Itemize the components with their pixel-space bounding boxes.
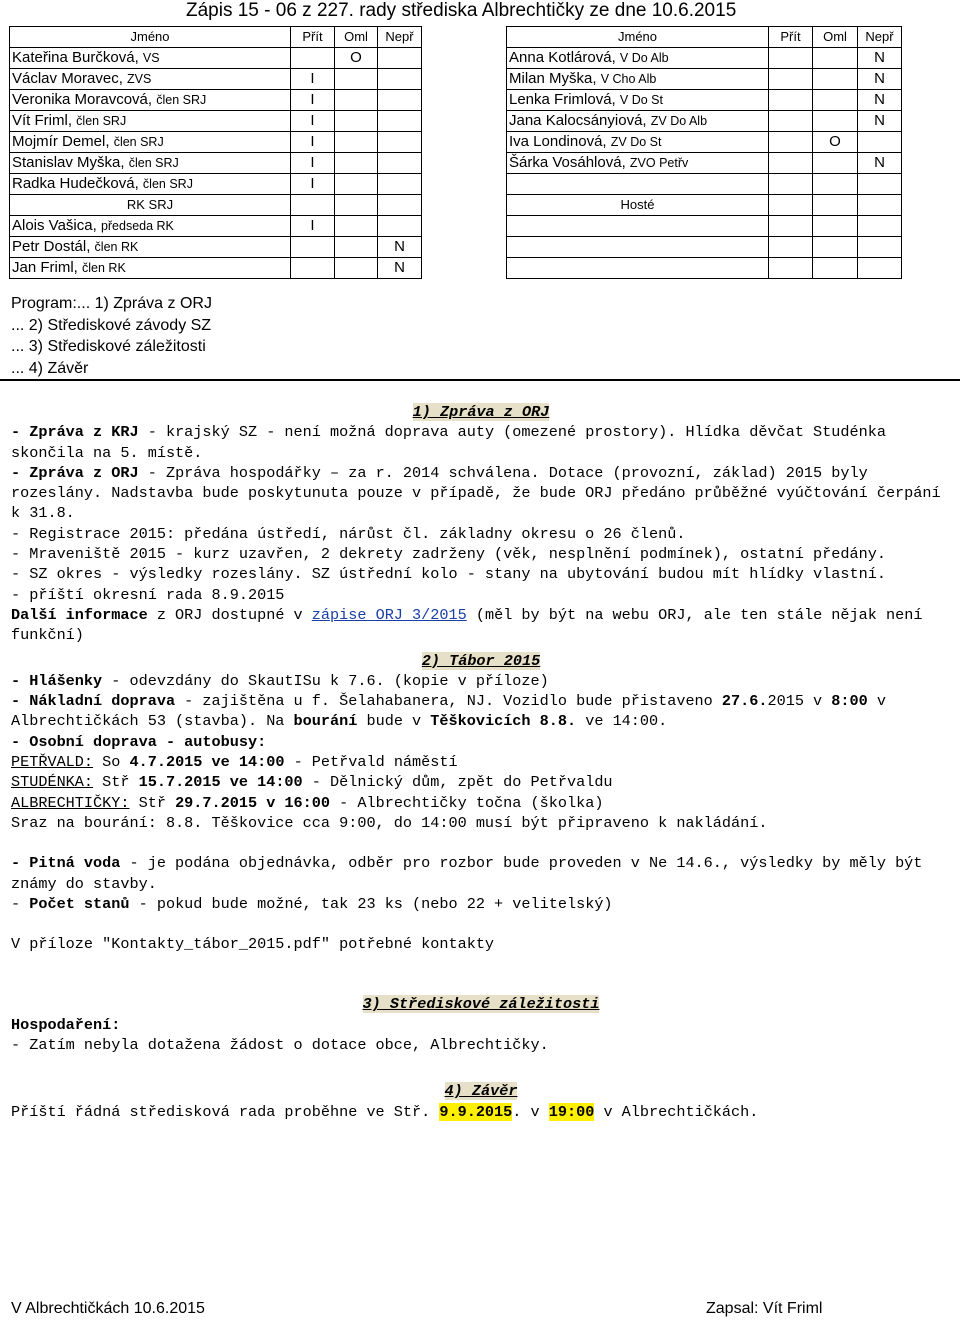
- present-mark: [291, 237, 335, 258]
- present-mark: [769, 90, 813, 111]
- program-item: ... 2) Střediskové závody SZ: [11, 316, 212, 334]
- bus-route: STUDÉNKA: Stř 15.7.2015 ve 14:00 - Dělnický dům, zpět do Petřvaldu: [11, 773, 613, 792]
- member-role: člen SRJ: [76, 114, 127, 128]
- empty-row: [507, 237, 902, 258]
- member-role: VS: [142, 51, 160, 65]
- present-mark: [291, 48, 335, 69]
- member-name: [507, 48, 769, 69]
- section-row: [10, 195, 422, 216]
- absent-mark: [378, 174, 422, 195]
- section-row: [507, 195, 902, 216]
- member-role: člen RK: [94, 240, 139, 254]
- empty-cell: [769, 216, 813, 237]
- section-label: Hosté: [507, 195, 769, 216]
- empty-row: [507, 258, 902, 279]
- member-name-text: Iva Londinová,: [509, 133, 607, 150]
- paragraph: V příloze "Kontakty_tábor_2015.pdf" potřebné kontakty: [11, 935, 495, 954]
- table-row: [507, 111, 902, 132]
- member-name: [10, 48, 291, 69]
- column-header-excused: Oml: [813, 27, 858, 48]
- present-mark: I: [291, 90, 335, 111]
- member-role: ZV Do Alb: [650, 114, 708, 128]
- member-role: člen SRJ: [156, 93, 207, 107]
- paragraph: - Zatím nebyla dotažena žádost o dotace obce, Albrechtičky.: [11, 1036, 549, 1055]
- member-role: předseda RK: [100, 219, 174, 233]
- section-heading: 3) Střediskové záležitosti: [362, 995, 600, 1014]
- paragraph: - Hlášenky - odevzdány do SkautISu k 7.6. (kopie v příloze): [11, 671, 549, 690]
- absent-mark: [378, 153, 422, 174]
- present-mark: [769, 132, 813, 153]
- bus-route: ALBRECHTIČKY: Stř 29.7.2015 v 16:00 - Albrechtičky točna (školka): [11, 793, 604, 812]
- member-name: [10, 153, 291, 174]
- present-mark: I: [291, 216, 335, 237]
- member-name-text: Václav Moravec,: [12, 70, 123, 87]
- present-mark: [769, 111, 813, 132]
- program-item: ... 4) Závěr: [11, 359, 89, 377]
- member-name-text: Veronika Moravcová,: [12, 91, 153, 108]
- divider: [0, 379, 960, 381]
- absent-mark: [378, 90, 422, 111]
- member-name: [507, 111, 769, 132]
- member-role: člen SRJ: [128, 156, 179, 170]
- member-name-text: Milan Myška,: [509, 70, 597, 87]
- empty-cell: [507, 237, 769, 258]
- empty-cell: [858, 258, 902, 279]
- paragraph: - Pitná voda - je podána objednávka, odběr pro rozbor bude proveden v Ne 14.6., výsledky by měly být známy do stavby.: [11, 854, 932, 893]
- present-mark: [769, 174, 813, 195]
- empty-cell: [813, 237, 858, 258]
- table-row: [10, 48, 422, 69]
- table-row: [10, 90, 422, 111]
- present-mark: [769, 153, 813, 174]
- column-header-present: Přít: [291, 27, 335, 48]
- present-mark: [291, 258, 335, 279]
- member-name-text: Mojmír Demel,: [12, 133, 110, 150]
- paragraph: Sraz na bourání: 8.8. Těškovice cca 9:00, do 14:00 musí být připraveno k nakládání.: [11, 813, 768, 832]
- program-item: Program:... 1) Zpráva z ORJ: [11, 295, 212, 312]
- column-header-absent: Nepř: [378, 27, 422, 48]
- paragraph: Další informace z ORJ dostupné v zápise ORJ 3/2015 (měl by být na webu ORJ, ale ten stále nějak není funkční): [11, 605, 932, 645]
- member-name: [10, 111, 291, 132]
- member-role: ZVS: [127, 72, 152, 86]
- excused-mark: [335, 132, 378, 153]
- absent-mark: [858, 174, 902, 195]
- member-name-text: Jana Kalocsányiová,: [509, 112, 647, 129]
- table-row: [507, 69, 902, 90]
- table-row: [507, 90, 902, 111]
- excused-mark: O: [813, 132, 858, 153]
- excused-mark: [813, 90, 858, 111]
- member-role: člen SRJ: [142, 177, 193, 191]
- excused-mark: [813, 174, 858, 195]
- member-name-text: Radka Hudečková,: [12, 175, 139, 192]
- column-header-present: Přít: [769, 27, 813, 48]
- section-label: RK SRJ: [10, 195, 291, 216]
- attendance-table-right: [506, 26, 902, 279]
- empty-cell: [769, 258, 813, 279]
- table-row: [507, 48, 902, 69]
- absent-mark: [378, 216, 422, 237]
- program: [11, 293, 212, 379]
- present-mark: I: [291, 132, 335, 153]
- present-mark: I: [291, 153, 335, 174]
- excused-mark: [813, 48, 858, 69]
- column-header-name: Jméno: [507, 27, 769, 48]
- footer-writer: Zapsal: Vít Friml: [706, 1300, 823, 1317]
- member-name: [10, 69, 291, 90]
- minutes-body: [11, 402, 951, 1122]
- table-row: [10, 132, 422, 153]
- excused-mark: [813, 111, 858, 132]
- member-name: [10, 174, 291, 195]
- member-name: [507, 132, 769, 153]
- empty-cell: [769, 195, 813, 216]
- paragraph: - Zpráva z KRJ - krajský SZ - není možná doprava auty (omezené prostory). Hlídka děvčat Studénka skončila na 5. místě.: [11, 423, 896, 462]
- absent-mark: N: [858, 153, 902, 174]
- excused-mark: [335, 237, 378, 258]
- present-mark: [769, 69, 813, 90]
- present-mark: I: [291, 111, 335, 132]
- empty-cell: [769, 237, 813, 258]
- present-mark: I: [291, 174, 335, 195]
- member-name: [507, 69, 769, 90]
- excused-mark: [813, 69, 858, 90]
- absent-mark: N: [858, 90, 902, 111]
- section-heading: 1) Zpráva z ORJ: [412, 403, 550, 421]
- excused-mark: [335, 258, 378, 279]
- excused-mark: [335, 111, 378, 132]
- column-header-absent: Nepř: [858, 27, 902, 48]
- section-heading: 2) Tábor 2015: [421, 651, 541, 670]
- paragraph: - Zpráva z ORJ - Zpráva hospodářky – za r. 2014 schválena. Dotace (provozní, základ) 2015 byly rozeslány. Nadstavba bude poskytunuta pouze v případě, že bude ORJ předáno průběžné vyúčtování čerpání k 31.8.: [11, 463, 950, 523]
- attendance-table-left: [9, 26, 422, 279]
- table-header: [10, 27, 422, 48]
- member-role: V Do St: [619, 93, 663, 107]
- excused-mark: [335, 216, 378, 237]
- member-name-text: Petr Dostál,: [12, 238, 91, 255]
- excused-mark: [335, 153, 378, 174]
- empty-cell: [813, 216, 858, 237]
- member-name: [10, 258, 291, 279]
- table-row: [10, 69, 422, 90]
- member-name-text: Anna Kotlárová,: [509, 49, 616, 66]
- member-name: [507, 90, 769, 111]
- absent-mark: N: [378, 258, 422, 279]
- member-name-text: Jan Friml,: [12, 259, 78, 276]
- paragraph: - SZ okres - výsledky rozeslány. SZ ústřední kolo - stany na ubytování budou mít hlídky vlastní.: [11, 565, 886, 584]
- member-name-text: Lenka Frimlová,: [509, 91, 616, 108]
- member-role: ZV Do St: [610, 135, 662, 149]
- member-name-text: Alois Vašica,: [12, 217, 97, 234]
- empty-row: [507, 216, 902, 237]
- empty-cell: [378, 195, 422, 216]
- paragraph: - Registrace 2015: předána ústředí, nárůst čl. základny okresu o 26 členů.: [11, 524, 686, 543]
- member-role: člen RK: [82, 261, 126, 275]
- member-name: [10, 132, 291, 153]
- empty-cell: [813, 258, 858, 279]
- table-row: [10, 153, 422, 174]
- table-header: [507, 27, 902, 48]
- table-row: [10, 258, 422, 279]
- member-role: V Do Alb: [619, 51, 669, 65]
- empty-cell: [813, 195, 858, 216]
- absent-mark: N: [858, 69, 902, 90]
- empty-cell: [858, 195, 902, 216]
- subheading: Hospodaření:: [11, 1015, 121, 1034]
- member-name: [507, 174, 769, 195]
- excused-mark: [335, 90, 378, 111]
- program-item: ... 3) Střediskové záležitosti: [11, 338, 206, 355]
- member-name-text: Kateřina Burčková,: [12, 49, 139, 66]
- member-name: [507, 153, 769, 174]
- column-header-name: Jméno: [10, 27, 291, 48]
- absent-mark: [378, 48, 422, 69]
- member-name-text: Stanislav Myška,: [12, 154, 125, 171]
- empty-cell: [507, 216, 769, 237]
- absent-mark: [378, 132, 422, 153]
- table-row: [10, 216, 422, 237]
- absent-mark: N: [858, 111, 902, 132]
- paragraph: - Mraveniště 2015 - kurz uzavřen, 2 dekrety zadrženy (věk, nesplnění podmínek), ostatní předány.: [11, 545, 886, 564]
- empty-cell: [858, 237, 902, 258]
- paragraph: - Nákladní doprava - zajištěna u f. Šelahabanera, NJ. Vozidlo bude přistaveno 27.6.2015 v 8:00 v Albrechtičkách 53 (stavba). Na bourání bude v Těškovicích 8.8. ve 14:00.: [11, 692, 896, 731]
- paragraph: - Počet stanů - pokud bude možné, tak 23 ks (nebo 22 + velitelský): [11, 894, 613, 913]
- bus-route: PETŘVALD: So 4.7.2015 ve 14:00 - Petřvald náměstí: [11, 753, 458, 772]
- absent-mark: [378, 111, 422, 132]
- member-role: člen SRJ: [113, 135, 164, 149]
- section-heading: 4) Závěr: [444, 1082, 518, 1101]
- empty-cell: [291, 195, 335, 216]
- paragraph: - Osobní doprava - autobusy:: [11, 732, 267, 751]
- footer-place-date: V Albrechtičkách 10.6.2015: [11, 1300, 205, 1317]
- member-name: [10, 237, 291, 258]
- member-name: [10, 90, 291, 111]
- absent-mark: [858, 132, 902, 153]
- excused-mark: [335, 174, 378, 195]
- document-title: Zápis 15 - 06 z 227. rady střediska Albrechtičky ze dne 10.6.2015: [186, 0, 737, 21]
- present-mark: I: [291, 69, 335, 90]
- absent-mark: N: [858, 48, 902, 69]
- excused-mark: [813, 153, 858, 174]
- excused-mark: O: [335, 48, 378, 69]
- empty-cell: [507, 258, 769, 279]
- member-role: V Cho Alb: [600, 72, 657, 86]
- table-row: [10, 174, 422, 195]
- empty-cell: [858, 216, 902, 237]
- table-row: [507, 153, 902, 174]
- empty-cell: [335, 195, 378, 216]
- present-mark: [769, 48, 813, 69]
- table-row: [507, 174, 902, 195]
- absent-mark: [378, 69, 422, 90]
- table-row: [10, 237, 422, 258]
- column-header-excused: Oml: [335, 27, 378, 48]
- table-row: [507, 132, 902, 153]
- member-name-text: Vít Friml,: [12, 112, 72, 129]
- paragraph: Příští řádná středisková rada proběhne ve Stř. 9.9.2015. v 19:00 v Albrechtičkách.: [11, 1102, 759, 1121]
- member-role: ZVO Petřv: [629, 156, 689, 170]
- member-name: [10, 216, 291, 237]
- paragraph: - příští okresní rada 8.9.2015: [11, 585, 285, 604]
- excused-mark: [335, 69, 378, 90]
- absent-mark: N: [378, 237, 422, 258]
- table-row: [10, 111, 422, 132]
- member-name-text: Šárka Vosáhlová,: [509, 154, 626, 171]
- orj-minutes-link[interactable]: zápise ORJ 3/2015: [311, 605, 467, 624]
